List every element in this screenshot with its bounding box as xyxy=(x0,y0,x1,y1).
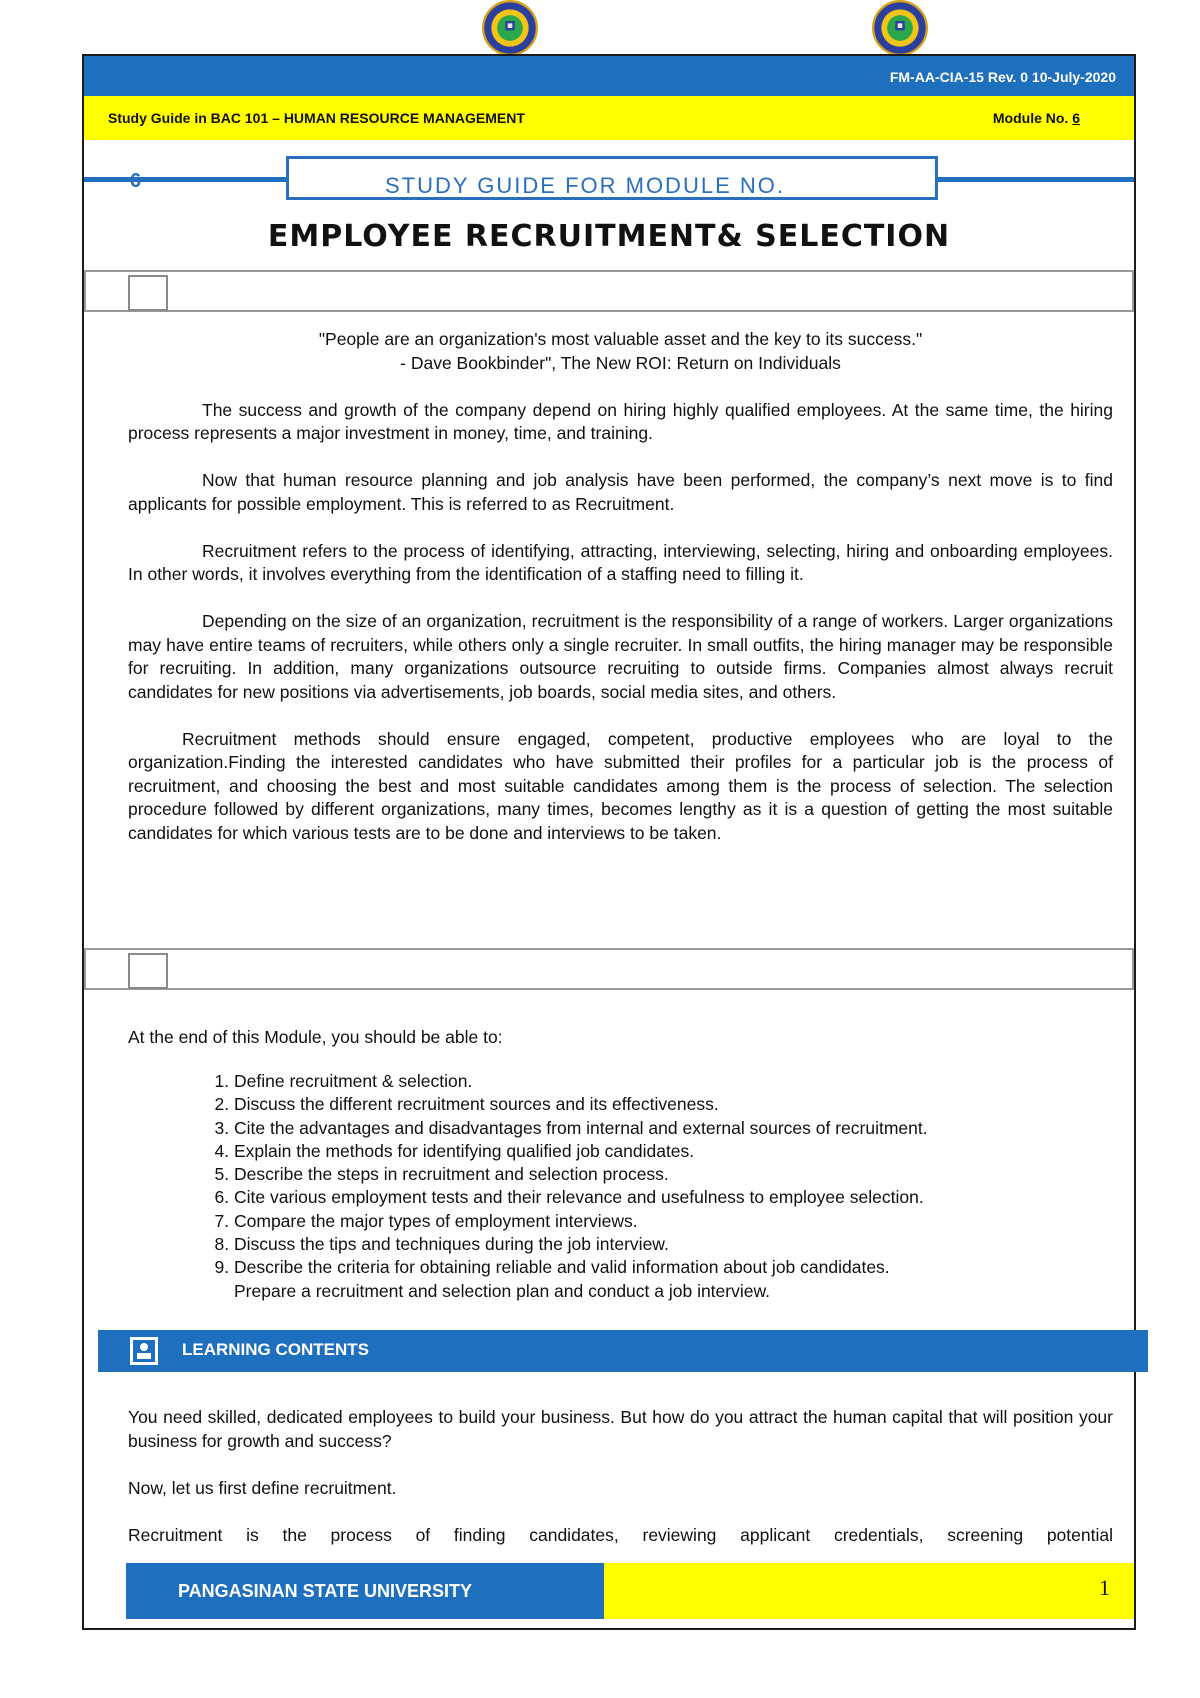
revision-code: FM-AA-CIA-15 Rev. 0 10-July-2020 xyxy=(889,69,1116,85)
overview-paragraph: Recruitment refers to the process of identifying, attracting, interviewing, selecting, hiring and onboarding employees. In other words, it involves everything from the identification of a staffing need to filling it. xyxy=(128,540,1113,584)
footer-university-bar xyxy=(126,1563,604,1619)
module-number: Module No. 6 xyxy=(992,110,1080,126)
list-item: 6. Cite various employment tests and their relevance and usefulness to employee selection. xyxy=(234,1186,1114,1209)
quote-attribution: - Dave Bookbinder", The New ROI: Return on Individuals xyxy=(400,352,841,373)
overview-paragraph: Now that human resource planning and job analysis have been performed, the company’s next move is to find applicants for possible employment. This is referred to as Recruitment. xyxy=(128,470,1113,514)
outcomes-section-bar xyxy=(84,948,1134,990)
list-item: 3. Cite the advantages and disadvantages from internal and external sources of recruitment. xyxy=(234,1117,1114,1140)
content-paragraph: Recruitment is the process of finding candidates, reviewing applicant credentials, screening potential xyxy=(128,1524,1113,1545)
outcomes-intro: At the end of this Module, you should be able to: xyxy=(128,1027,503,1047)
learning-outcomes-list xyxy=(204,1070,1114,1280)
page-title: EMPLOYEE RECRUITMENT& SELECTION xyxy=(267,219,951,254)
list-item: 8. Discuss the tips and techniques during the job interview. xyxy=(234,1233,1114,1256)
list-item: 7. Compare the major types of employment interviews. xyxy=(234,1210,1114,1233)
outcome-continuation: Prepare a recruitment and selection plan and conduct a job interview. xyxy=(234,1281,771,1301)
study-guide-banner-text: STUDY GUIDE FOR MODULE NO. xyxy=(385,173,785,198)
header-revision-bar xyxy=(84,56,1134,96)
learning-contents-bar xyxy=(98,1330,1148,1372)
study-guide-banner xyxy=(286,156,938,200)
content-paragraph: You need skilled, dedicated employees to build your business. But how do you attract the human capital that will position your business for growth and success? xyxy=(128,1407,1113,1451)
list-item: 4. Explain the methods for identifying qualified job candidates. xyxy=(234,1140,1114,1163)
document-person-icon xyxy=(128,1335,160,1367)
list-item: 9. Describe the criteria for obtaining reliable and valid information about job candidates. xyxy=(234,1256,1114,1279)
overview-icon xyxy=(128,275,168,311)
overview-paragraph: The success and growth of the company depend on hiring highly qualified employees. At the same time, the hiring process represents a major investment in money, time, and training. xyxy=(128,399,1113,443)
quote-text: "People are an organization's most valuable asset and the key to its success." xyxy=(318,329,923,349)
obscured-module-number: 6 xyxy=(130,170,142,192)
footer-page-bar xyxy=(604,1563,1134,1619)
overview-paragraph: Recruitment methods should ensure engaged, competent, productive employees who are loyal to the organization.Finding the interested candidates who have submitted their profiles for a particular job is the process of recruitment, and choosing the best and most suitable candidates among them is the process of selection. The selection procedure followed by different organizations, many times, becomes lengthy as it is a question of getting the most suitable candidates for which various tests are to be done and interviews to be taken. xyxy=(128,728,1113,843)
list-item: 1. Define recruitment & selection. xyxy=(234,1070,1114,1093)
learning-contents-label: LEARNING CONTENTS xyxy=(182,1340,369,1359)
content-paragraph: Now, let us first define recruitment. xyxy=(128,1477,397,1498)
header-course-bar xyxy=(84,96,1134,140)
overview-paragraph: Depending on the size of an organization, recruitment is the responsibility of a range of workers. Larger organizations may have entire teams of recruiters, while others only a single recruiter. In small outfits, the hiring manager may be responsible for recruiting. In addition, many organizations outsource recruiting to outside firms. Companies almost always recruit candidates for new positions via advertisements, job boards, social media sites, and others. xyxy=(128,611,1113,702)
page-number: 1 xyxy=(1099,1575,1110,1600)
outcomes-icon xyxy=(128,953,168,989)
university-seal-right xyxy=(852,0,948,56)
university-name: PANGASINAN STATE UNIVERSITY xyxy=(178,1581,473,1601)
overview-section-bar xyxy=(84,270,1134,312)
learning-contents-body xyxy=(128,1406,1113,1547)
overview-body xyxy=(128,328,1113,845)
university-seal-left xyxy=(462,0,558,56)
list-item: 2. Discuss the different recruitment sources and its effectiveness. xyxy=(234,1093,1114,1116)
list-item: 5. Describe the steps in recruitment and selection process. xyxy=(234,1163,1114,1186)
course-title: Study Guide in BAC 101 – HUMAN RESOURCE MANAGEMENT xyxy=(108,110,525,126)
